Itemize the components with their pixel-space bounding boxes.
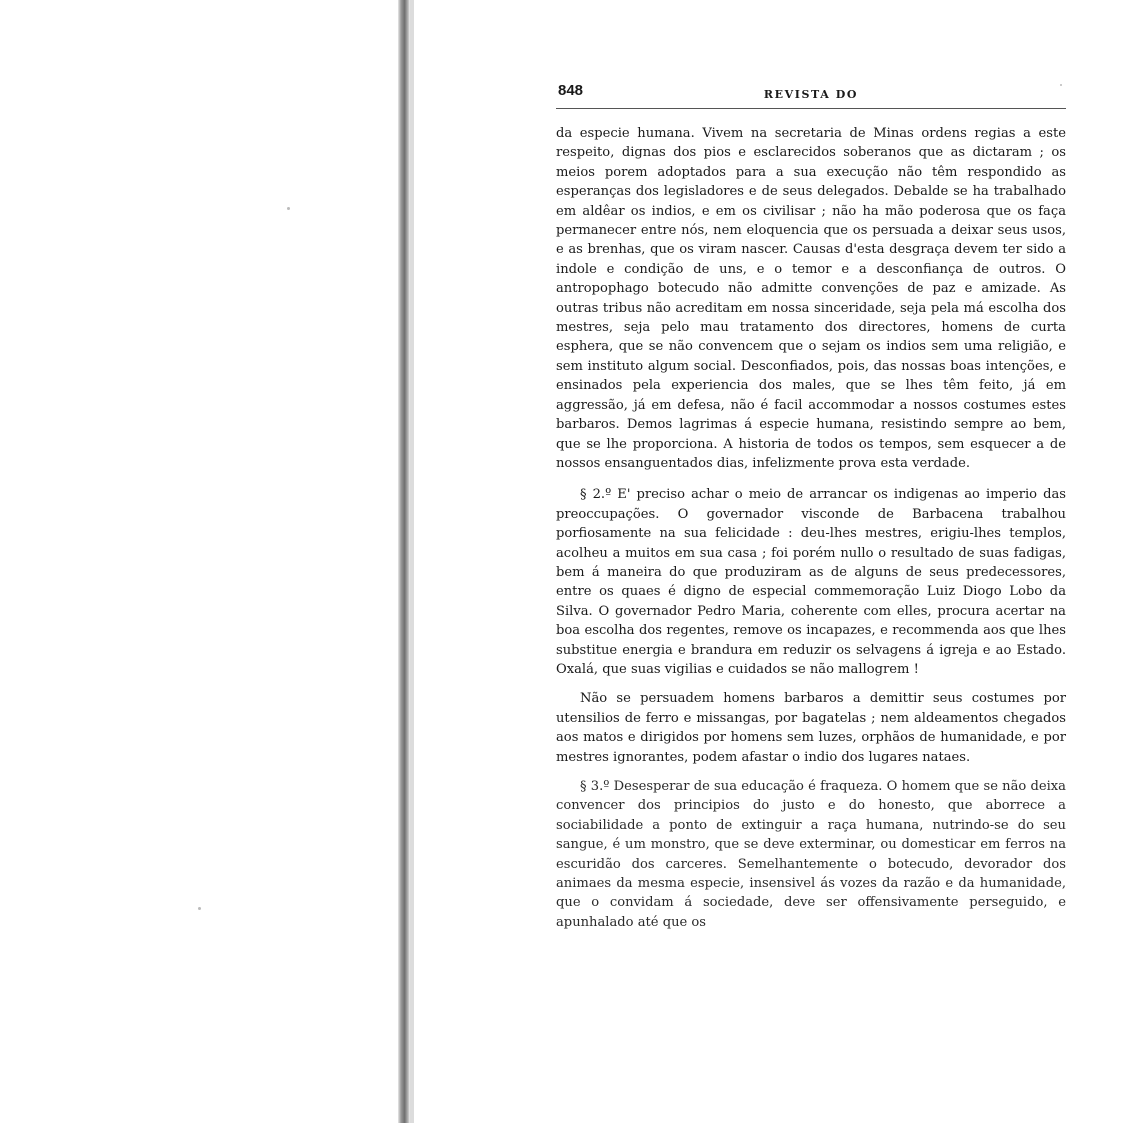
page-number: 848 xyxy=(558,82,584,99)
book-spine-edge xyxy=(410,0,414,1123)
paragraph-section-3: § 3.º Desesperar de sua educação é fraqueza. O homem que se não deixa convencer dos principios do justo e do honesto, que aborrece a sociabilidade a ponto de extinguir a raça humana, nutrindo-se do seu sangue, é um monstro, que se deve exterminar, ou domesticar em ferros na escuridão dos carceres. Semelhantemente o botecudo, devorador dos animaes da mesma especie, insensivel ás vozes da razão e da humanidade, que o convidam á sociedade, deve ser offensivamente perseguido, e apunhalado até que os xyxy=(556,779,1066,930)
book-spine-shadow xyxy=(398,0,410,1123)
paragraph-section-2: § 2.º E' preciso achar o meio de arrancar os indigenas ao imperio das preoccupações. O governador visconde de Barbacena trabalhou porfiosamente na sua felicidade : deu-lhes mestres, erigiu-lhes templos, acolheu a muitos em sua casa ; foi porém nullo o resultado de suas fadigas, bem á maneira do que produziram as de alguns de seus predecessores, entre os quaes é digno de especial commemoração Luiz Diogo Lobo da Silva. O governador Pedro Maria, coherente com elles, procura acertar na boa escolha dos regentes, remove os incapazes, e recommenda aos que lhes substitue energia e brandura em reduzir os selvagens á igreja e ao Estado. Oxalá, que suas vigilias e cuidados se não mallogrem ! xyxy=(556,487,1066,677)
scan-speck xyxy=(198,907,201,910)
running-title: REVISTA DO xyxy=(763,88,859,101)
paragraph-3: Não se persuadem homens barbaros a demittir seus costumes por utensilios de ferro e missangas, por bagatelas ; nem aldeamentos chegados aos matos e dirigidos por homens sem luzes, orphãos de humanidade, e por mestres ignorantes, podem afastar o indio dos lugares nataes. xyxy=(556,691,1066,765)
page-header xyxy=(556,82,1066,109)
page-body xyxy=(556,124,1066,932)
scan-speck xyxy=(287,207,290,210)
book-page xyxy=(556,82,1066,942)
paragraph-1: da especie humana. Vivem na secretaria de Minas ordens regias a este respeito, dignas dos pios e esclarecidos soberanos que as dictaram ; os meios porem adoptados para a sua execução não têm respondido as esperanças dos legisladores e de seus delegados. Debalde se ha trabalhado em aldêar os indios, e em os civilisar ; não ha mão poderosa que os faça permanecer entre nós, nem eloquencia que os persuada a deixar seus usos, e as brenhas, que os viram nascer. Causas d'esta desgraça devem ter sido a indole e condição de uns, e o temor e a desconfiança de outros. O antropophago botecudo não admitte convenções de paz e amizade. As outras tribus não acreditam em nossa sinceridade, seja pela má escolha dos mestres, seja pelo mau tratamento dos directores, homens de curta esphera, que se não convencem que o sejam os indios sem uma religião, e sem instituto algum social. Desconfiados, pois, das nossas boas intenções, e ensinados pela experiencia dos males, que se lhes têm feito, já em aggressão, já em defesa, não é facil accommodar a nossos costumes estes barbaros. Demos lagrimas á especie humana, resistindo sempre ao bem, que se lhe proporciona. A historia de todos os tempos, sem esquecer a de nossos ensanguentados dias, infelizmente prova esta verdade. xyxy=(556,126,1066,471)
